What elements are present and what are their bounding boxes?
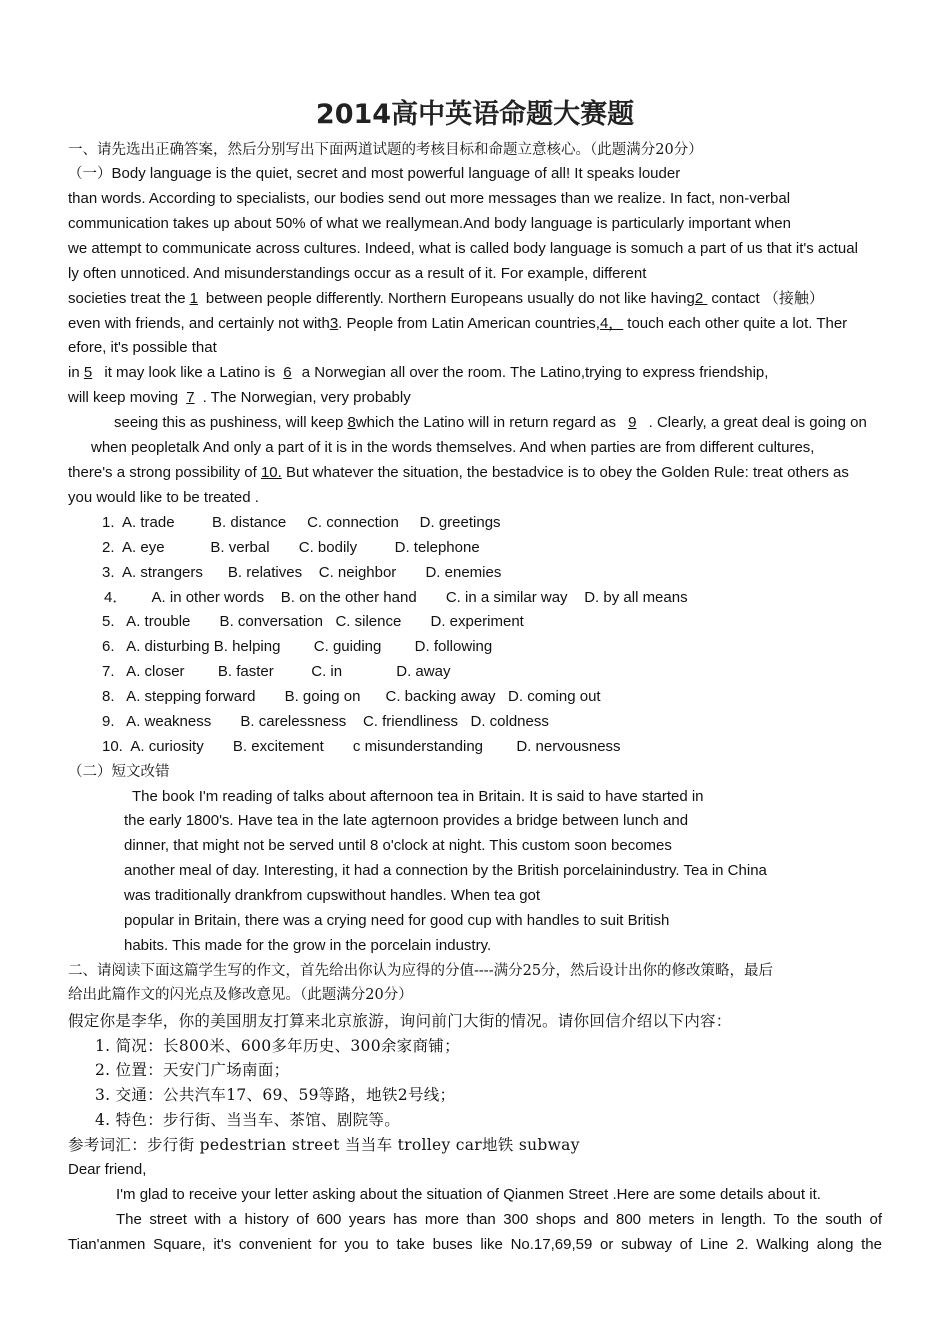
- passage-line: than words. According to specialists, our bodies send out more messages than we realize. In fact, non-verbal: [68, 190, 791, 207]
- blank-2: 2: [694, 290, 708, 307]
- prompt-point: 2. 位置：天安门广场南面；: [95, 1061, 290, 1079]
- option-row: 8. A. stepping forward B. going on C. backing away D. coming out: [102, 688, 601, 705]
- section1-heading: 一、请先选出正确答案，然后分别写出下面两道试题的考核目标和命题立意核心。（此题满分20分）: [68, 142, 703, 158]
- option-row: 7. A. closer B. faster C. in D. away: [102, 663, 451, 680]
- passage-line: even with friends, and certainly not with3. People from Latin American countries,4， touch each other quite a lot. Ther: [68, 315, 848, 332]
- passage-line: ly often unnoticed. And misunderstandings occur as a result of it. For example, different: [68, 265, 647, 282]
- passage-line: （一）Body language is the quiet, secret and most powerful language of all! It speaks louder: [68, 165, 681, 182]
- correction-line: dinner, that might not be served until 8 o'clock at night. This custom soon becomes: [124, 837, 672, 854]
- prompt-point: 3. 交通：公共汽车17、69、59等路，地铁2号线；: [95, 1086, 456, 1104]
- passage-line: you would like to be treated .: [68, 489, 259, 506]
- option-row: 3. A. strangers B. relatives C. neighbor D. enemies: [102, 564, 502, 581]
- blank-8: 8: [347, 414, 356, 431]
- option-row: 5. A. trouble B. conversation C. silence D. experiment: [102, 613, 524, 630]
- blank-9: 9: [628, 414, 637, 431]
- prompt-point: 1. 简况：长800米、600多年历史、300余家商铺；: [95, 1037, 460, 1055]
- correction-line: the early 1800's. Have tea in the late agternoon provides a bridge between lunch and: [124, 812, 689, 829]
- vocabulary-hint: 参考词汇：步行街 pedestrian street 当当车 trolley car地铁 subway: [68, 1136, 580, 1154]
- passage-line: societies treat the 1 between people differently. Northern Europeans usually do not like having2 contact （接触）: [68, 290, 824, 307]
- passage-line: there's a strong possibility of 10. But whatever the situation, the bestadvice is to obey the Golden Rule: treat others as: [68, 464, 849, 481]
- passage-line: seeing this as pushiness, will keep 8which the Latino will in return regard as 9 . Clearly, a great deal is going on: [114, 414, 867, 431]
- blank-3: 3: [329, 315, 339, 332]
- letter-line: The street with a history of 600 years has more than 300 shops and 800 meters in length. To the south of: [116, 1211, 882, 1228]
- blank-1: 1: [189, 290, 198, 307]
- letter-greeting: Dear friend,: [68, 1161, 147, 1178]
- section2-heading: 二、请阅读下面这篇学生写的作文，首先给出你认为应得的分值----满分25分，然后设计出你的修改策略，最后: [68, 963, 774, 979]
- part1-marker: （一）: [68, 166, 112, 182]
- section2-heading-cont: 给出此篇作文的闪光点及修改意见。（此题满分20分）: [68, 987, 413, 1003]
- passage-line: in 5 it may look like a Latino is 6 a Norwegian all over the room. The Latino,trying to express friendship,: [68, 364, 769, 381]
- prompt-point: 4. 特色：步行街、当当车、茶馆、剧院等。: [95, 1111, 401, 1129]
- option-row: 1. A. trade B. distance C. connection D. greetings: [102, 514, 501, 531]
- correction-line: habits. This made for the grow in the porcelain industry.: [124, 937, 492, 954]
- part2-heading: （二）短文改错: [68, 764, 170, 780]
- passage-line: communication takes up about 50% of what we reallymean.And body language is particularly important when: [68, 215, 791, 232]
- blank-6: 6: [283, 364, 292, 381]
- passage-line: efore, it's possible that: [68, 339, 217, 356]
- option-row: 9. A. weakness B. carelessness C. friendliness D. coldness: [102, 713, 549, 730]
- blank-5: 5: [83, 364, 93, 381]
- blank-7: 7: [186, 389, 195, 406]
- correction-line: popular in Britain, there was a crying need for good cup with handles to suit British: [124, 912, 670, 929]
- passage-line: will keep moving 7 . The Norwegian, very probably: [68, 389, 411, 406]
- blank-10: 10.: [260, 464, 282, 481]
- letter-line: Tian'anmen Square, it's convenient for you to take buses like No.17,69,59 or subway of Line 2. Walking along the: [68, 1236, 882, 1253]
- option-row: 4． A. in other words B. on the other hand C. in a similar way D. by all means: [104, 589, 688, 606]
- correction-line: another meal of day. Interesting, it had a connection by the British porcelainindustry. Tea in China: [124, 862, 767, 879]
- passage-line: when peopletalk And only a part of it is in the words themselves. And when parties are from different cultures,: [91, 439, 815, 456]
- passage-line: we attempt to communicate across cultures. Indeed, what is called body language is somuch a part of us that it's actual: [68, 240, 858, 257]
- option-row: 2. A. eye B. verbal C. bodily D. telephone: [102, 539, 480, 556]
- option-row: 6. A. disturbing B. helping C. guiding D. following: [102, 638, 493, 655]
- letter-line: I'm glad to receive your letter asking about the situation of Qianmen Street .Here are some details about it.: [116, 1186, 821, 1203]
- option-row: 10. A. curiosity B. excitement c misunderstanding D. nervousness: [102, 738, 621, 755]
- essay-prompt: 假定你是李华，你的美国朋友打算来北京旅游，询问前门大街的情况。请你回信介绍以下内容：: [68, 1012, 732, 1030]
- correction-line: was traditionally drankfrom cupswithout handles. When tea got: [124, 887, 541, 904]
- correction-line: The book I'm reading of talks about afternoon tea in Britain. It is said to have started in: [132, 788, 704, 805]
- blank-4: 4，: [599, 315, 624, 332]
- page-title: 2014高中英语命题大赛题: [315, 99, 635, 130]
